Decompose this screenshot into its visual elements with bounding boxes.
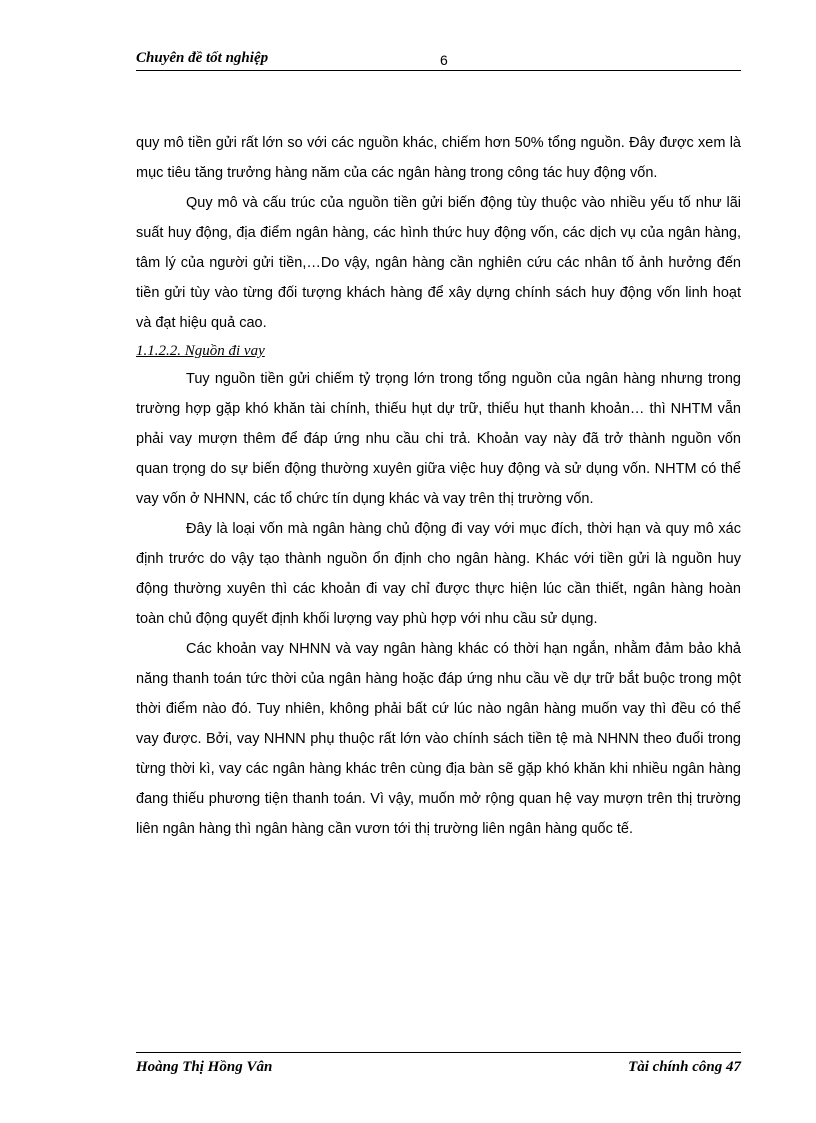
paragraph-2: Quy mô và cấu trúc của nguồn tiền gửi biến động tùy thuộc vào nhiều yếu tố như lãi suất huy động, địa điểm ngân hàng, các hình thức huy động vốn, các dịch vụ của ngân hàng, tâm lý của người gửi tiền,…Do vậy, ngân hàng cần nghiên cứu các nhân tố ảnh hưởng đến tiền gửi tùy vào từng đối tượng khách hàng để xây dựng chính sách huy động vốn linh hoạt và đạt hiệu quả cao. — [136, 195, 741, 331]
paragraph-4: Đây là loại vốn mà ngân hàng chủ động đi vay với mục đích, thời hạn và quy mô xác định trước do vậy tạo thành nguồn ổn định cho ngân hàng. Khác với tiền gửi là nguồn huy động thường xuyên thì các khoản đi vay chỉ được thực hiện lúc cần thiết, ngân hàng hoàn toàn chủ động quyết định khối lượng vay phù hợp với nhu cầu sử dụng. — [136, 521, 741, 627]
document-body — [136, 128, 741, 844]
header-title: Chuyên đề tốt nghiệp — [136, 50, 269, 66]
paragraph-3: Tuy nguồn tiền gửi chiếm tỷ trọng lớn trong tổng nguồn của ngân hàng nhưng trong trường hợp gặp khó khăn tài chính, thiếu hụt dự trữ, thiếu hụt thanh khoản… thì NHTM vẫn phải vay mượn thêm để đáp ứng nhu cầu chi trả. Khoản vay này đã trở thành nguồn vốn quan trọng do sự biến động thường xuyên giữa việc huy động và sử dụng vốn. NHTM có thể vay vốn ở NHNN, các tổ chức tín dụng khác và vay trên thị trường vốn. — [136, 371, 741, 507]
page-number: 6 — [440, 52, 448, 68]
paragraph-5: Các khoản vay NHNN và vay ngân hàng khác có thời hạn ngắn, nhằm đảm bảo khả năng thanh toán tức thời của ngân hàng hoặc đáp ứng nhu cầu về dự trữ bắt buộc trong một thời điểm nào đó. Tuy nhiên, không phải bất cứ lúc nào ngân hàng muốn vay thì đều có thể vay được. Bởi, vay NHNN phụ thuộc rất lớn vào chính sách tiền tệ mà NHNN theo đuổi trong từng thời kì, vay các ngân hàng khác trên cùng địa bàn sẽ gặp khó khăn khi nhiều ngân hàng đang thiếu phương tiện thanh toán. Vì vậy, muốn mở rộng quan hệ vay mượn trên thị trường liên ngân hàng thì ngân hàng cần vươn tới thị trường liên ngân hàng quốc tế. — [136, 641, 741, 837]
footer-author: Hoàng Thị Hồng Vân — [136, 1059, 273, 1075]
footer-class-name: Tài chính công 47 — [628, 1059, 741, 1075]
paragraph-1: quy mô tiền gửi rất lớn so với các nguồn khác, chiếm hơn 50% tổng nguồn. Đây được xem là mục tiêu tăng trưởng hàng năm của các ngân hàng trong công tác huy động vốn. — [136, 135, 741, 181]
page-footer — [136, 1052, 741, 1083]
section-heading: 1.1.2.2. Nguồn đi vay — [136, 343, 265, 359]
page-header — [136, 48, 741, 71]
